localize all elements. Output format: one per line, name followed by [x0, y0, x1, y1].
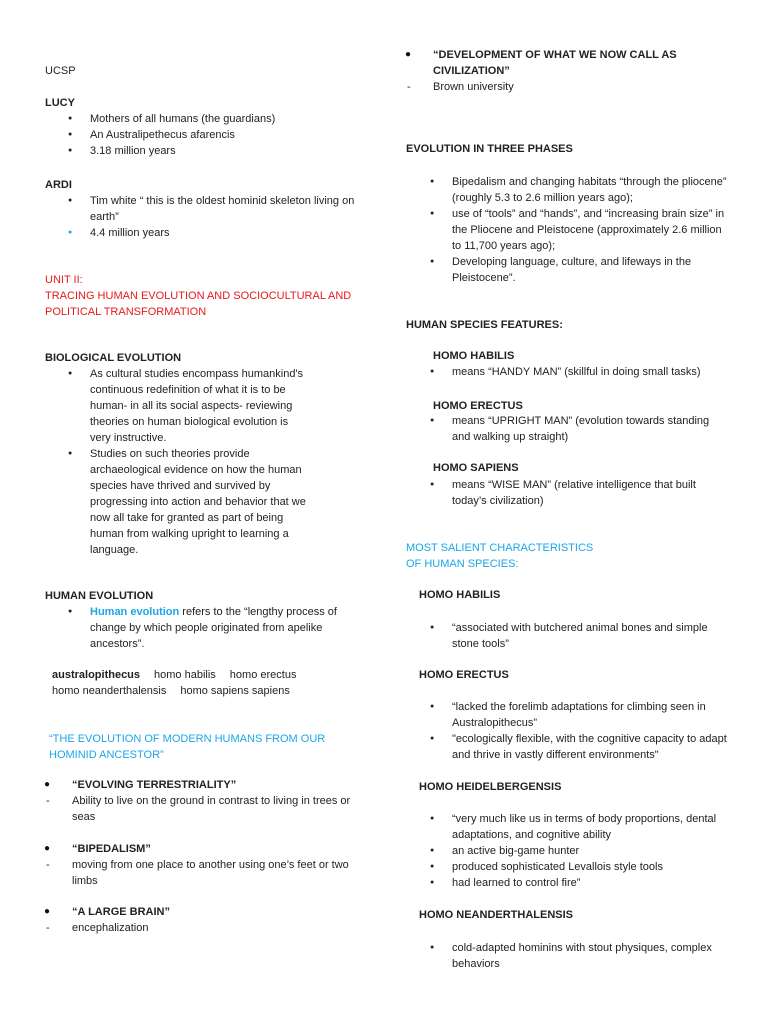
- species-name: homo sapiens sapiens: [180, 685, 290, 697]
- trait-block-3: [46, 904, 362, 936]
- human-evolution-list: [90, 604, 358, 652]
- species-name: homo habilis: [154, 669, 216, 681]
- list-item: ● 3.18 million years: [90, 143, 360, 159]
- list-item: ● Bipedalism and changing habitats “through the pliocene” (roughly 5.3 to 2.6 million years ago);: [452, 174, 732, 206]
- list-item: ● “associated with butchered animal bones and simple stone tools”: [452, 620, 732, 652]
- species-features-heading: HUMAN SPECIES FEATURES:: [406, 319, 563, 331]
- species-name: homo erectus: [229, 669, 297, 681]
- trait-description: - encephalization: [46, 922, 149, 934]
- feature-species-name: HOMO HABILIS: [433, 350, 515, 362]
- list-item: ● use of “tools” and “hands”, and “increasing brain size” in the Pliocene and Pleistocene (approximately 2.6 million to 11,700 years ago);: [452, 206, 732, 254]
- human-evolution-term: Human evolution: [90, 606, 180, 618]
- human-evolution-definition: refers to the “lengthy process of change by which people originated from apelike ancestors”.: [90, 606, 337, 650]
- trait-description: - Ability to live on the ground in contrast to living in trees or seas: [46, 795, 351, 823]
- list-item: ● had learned to control fire”: [452, 875, 727, 891]
- list-item: ● 4.4 million years: [90, 225, 362, 241]
- lucy-list: [90, 111, 360, 159]
- list-item: ● an active big-game hunter: [452, 843, 727, 859]
- salient-line-1: MOST SALIENT CHARACTERISTICS: [406, 542, 594, 554]
- unit-heading: [45, 272, 355, 320]
- ardi-list: [90, 193, 362, 241]
- salient-list: [452, 940, 712, 972]
- salient-species-name: HOMO HEIDELBERGENSIS: [419, 781, 562, 793]
- list-item: ● Studies on such theories provide archaeological evidence on how the human species have thrived and survived by progressing into action and behavior that we now all take for granted as part of being human from walking upright to learning a language.: [90, 446, 308, 558]
- document-header: UCSP: [45, 65, 76, 77]
- feature-list: [452, 413, 727, 445]
- biological-evolution-list: [90, 366, 308, 558]
- trait-block-2: [46, 841, 362, 889]
- feature-list: [452, 364, 742, 380]
- list-item: ● Tim white “ this is the oldest hominid skeleton living on earth”: [90, 193, 362, 225]
- biological-evolution-heading: BIOLOGICAL EVOLUTION: [45, 352, 182, 364]
- list-item: [90, 604, 358, 652]
- salient-list: [452, 811, 727, 891]
- salient-list: [452, 620, 732, 652]
- salient-species-name: HOMO HABILIS: [419, 589, 501, 601]
- species-row-1: [52, 667, 310, 683]
- salient-line-2: OF HUMAN SPECIES:: [406, 558, 519, 570]
- evolution-quote: “THE EVOLUTION OF MODERN HUMANS FROM OUR HOMINID ANCESTOR”: [49, 733, 326, 761]
- lucy-heading: LUCY: [45, 97, 75, 109]
- list-item: ● “lacked the forelimb adaptations for climbing seen in Australopithecus”: [452, 699, 727, 731]
- three-phases-list: [452, 174, 732, 286]
- list-item: ● “very much like us in terms of body proportions, dental adaptations, and cognitive ability: [452, 811, 727, 843]
- civilization-title: ● “DEVELOPMENT OF WHAT WE NOW CALL AS CIVILIZATION”: [433, 47, 703, 79]
- list-item: ● As cultural studies encompass humankind's continuous redefinition of what it is to be human- in all its social aspects- reviewing theories on human biological evolution is very instructive.: [90, 366, 308, 446]
- feature-species-name: HOMO SAPIENS: [433, 462, 519, 474]
- ardi-heading: ARDI: [45, 179, 72, 191]
- list-item: ● produced sophisticated Levallois style tools: [452, 859, 727, 875]
- species-row-2: [52, 683, 304, 699]
- salient-list: [452, 699, 727, 763]
- species-name: homo neanderthalensis: [52, 685, 167, 697]
- trait-title: ● “A LARGE BRAIN”: [72, 904, 362, 920]
- list-item: ● means “WISE MAN” (relative intelligence that built today’s civilization): [452, 477, 727, 509]
- species-name: australopithecus: [52, 669, 141, 681]
- list-item: ● means “HANDY MAN” (skillful in doing small tasks): [452, 364, 742, 380]
- feature-species-name: HOMO ERECTUS: [433, 400, 523, 412]
- trait-description: - moving from one place to another using one’s feet or two limbs: [46, 859, 349, 887]
- trait-block-1: [46, 777, 362, 825]
- civilization-block: [407, 47, 703, 95]
- unit-title: TRACING HUMAN EVOLUTION AND SOCIOCULTURAL AND POLITICAL TRANSFORMATION: [45, 290, 352, 318]
- salient-species-name: HOMO NEANDERTHALENSIS: [419, 909, 574, 921]
- list-item: ● means “UPRIGHT MAN” (evolution towards standing and walking up straight): [452, 413, 727, 445]
- list-item: ● Developing language, culture, and lifeways in the Pleistocene”.: [452, 254, 732, 286]
- human-evolution-heading: HUMAN EVOLUTION: [45, 590, 154, 602]
- feature-list: [452, 477, 727, 509]
- list-item: ● Mothers of all humans (the guardians): [90, 111, 360, 127]
- unit-label: UNIT II:: [45, 274, 83, 286]
- trait-title: ● “BIPEDALISM”: [72, 841, 362, 857]
- civilization-source: - Brown university: [407, 81, 514, 93]
- three-phases-heading: EVOLUTION IN THREE PHASES: [406, 143, 573, 155]
- salient-heading: [406, 540, 593, 572]
- trait-title: ● “EVOLVING TERRESTRIALITY”: [72, 777, 362, 793]
- list-item: ● "ecologically flexible, with the cognitive capacity to adapt and thrive in vastly different environments": [452, 731, 727, 763]
- salient-species-name: HOMO ERECTUS: [419, 669, 509, 681]
- list-item: ● cold-adapted hominins with stout physiques, complex behaviors: [452, 940, 712, 972]
- list-item: ● An Australipethecus afarencis: [90, 127, 360, 143]
